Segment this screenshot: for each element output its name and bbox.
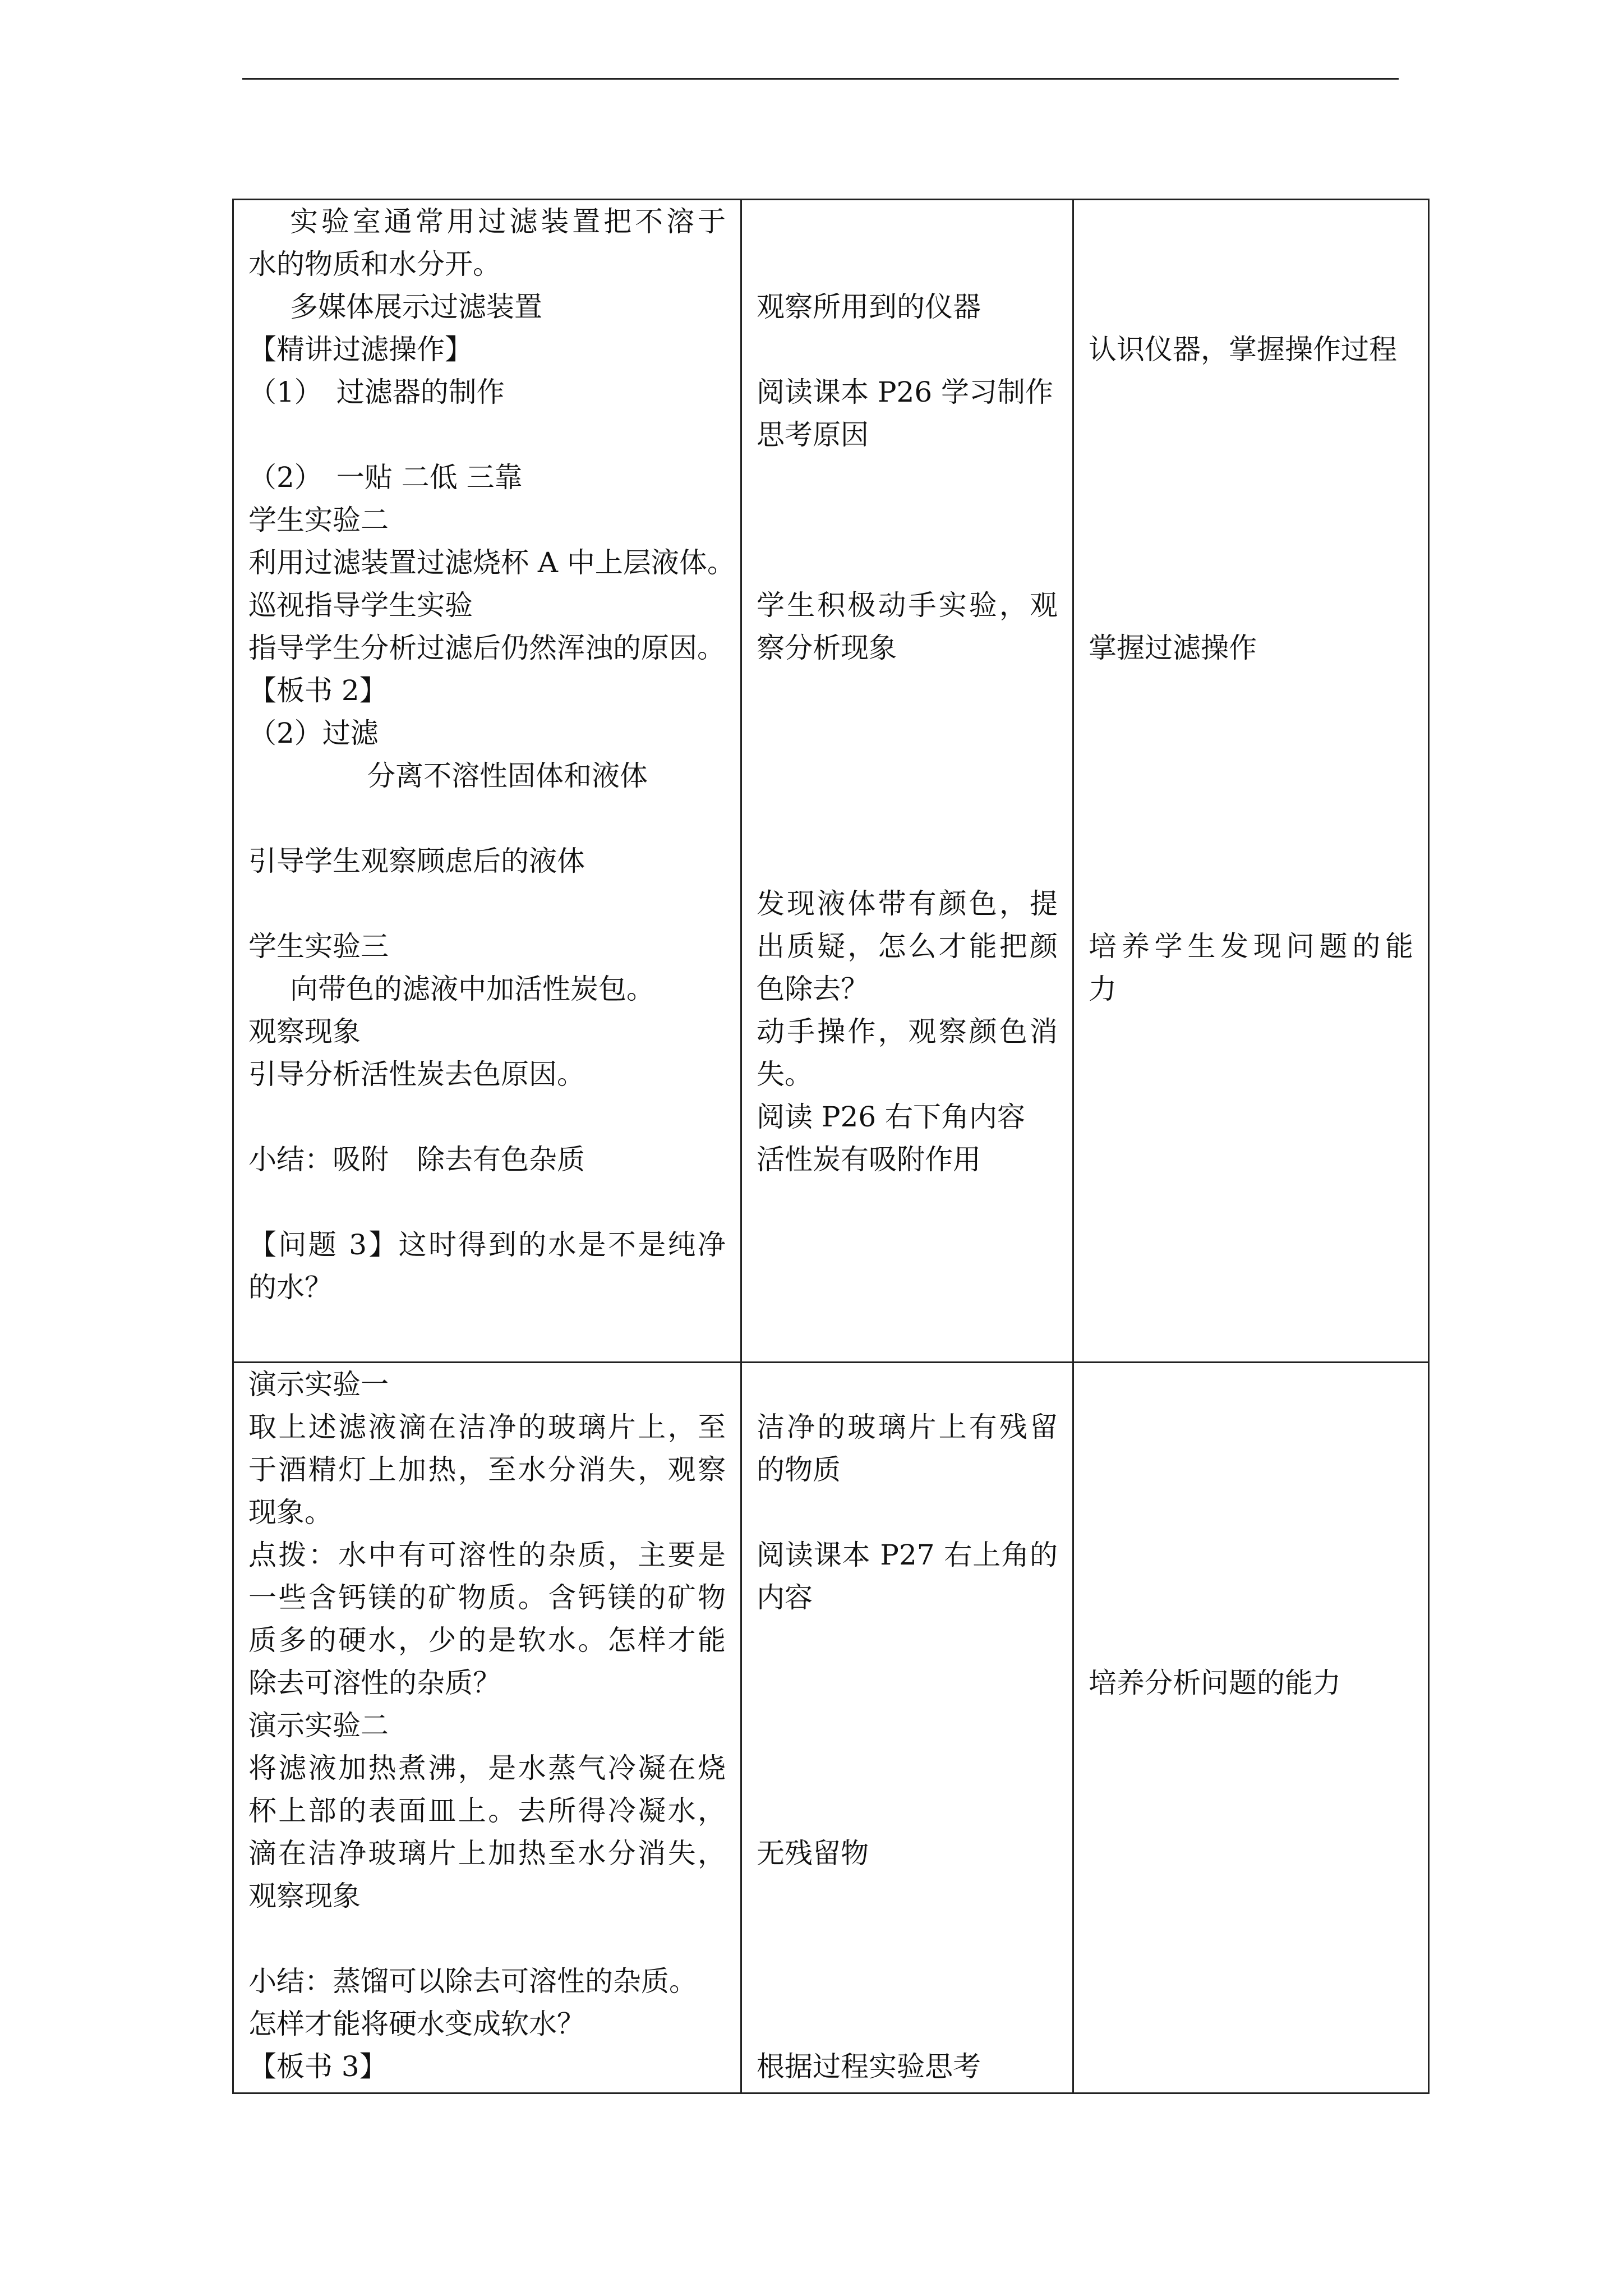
lesson-plan-table xyxy=(232,199,1430,2094)
blank-line xyxy=(757,1917,1058,1960)
blank-line xyxy=(757,754,1058,797)
blank-line xyxy=(757,2003,1058,2045)
blank-line xyxy=(248,1917,726,1960)
text-line: 指导学生分析过滤后仍然浑浊的原因。 xyxy=(248,632,725,664)
text-line: 培养分析问题的能力 xyxy=(1089,1667,1341,1699)
blank-line xyxy=(757,1747,1058,1789)
text-line: 【问题 3】这时得到的水是不是纯净 xyxy=(248,1228,726,1261)
text-line: 质多的硬水，少的是软水。怎样才能 xyxy=(248,1624,726,1657)
blank-line xyxy=(1089,840,1413,882)
blank-line xyxy=(1089,243,1413,286)
blank-line xyxy=(1089,1491,1413,1534)
text-line: （2）过滤 xyxy=(248,717,379,749)
text-line: 学生实验三 xyxy=(248,930,389,963)
blank-line xyxy=(757,1789,1058,1832)
text-line: 认识仪器，掌握操作过程 xyxy=(1089,333,1397,366)
blank-line xyxy=(1089,1619,1413,1662)
blank-line xyxy=(1089,1448,1413,1491)
text-line: 小结：蒸馏可以除去可溶性的杂质。 xyxy=(248,1965,697,1998)
text-line: 根据过程实验思考 xyxy=(757,2050,981,2083)
text-line: 无残留物 xyxy=(757,1837,869,1870)
text-line: 力 xyxy=(1089,973,1117,1005)
blank-line xyxy=(1089,797,1413,840)
text-line: 学生实验二 xyxy=(248,504,389,536)
text-line: 学生积极动手实验，观 xyxy=(757,589,1058,622)
text-line: 多媒体展示过滤装置 xyxy=(290,291,542,323)
text-line: 除去可溶性的杂质？ xyxy=(248,1667,501,1699)
blank-line xyxy=(757,1662,1058,1704)
blank-line xyxy=(757,1363,1058,1406)
blank-line xyxy=(1089,541,1413,584)
student-activity-cell xyxy=(741,1363,1073,2093)
header-rule xyxy=(242,78,1399,80)
text-line: 杯上部的表面皿上。去所得冷凝水， xyxy=(248,1795,726,1827)
blank-line xyxy=(757,499,1058,541)
text-line: 小结：吸附 除去有色杂质 xyxy=(248,1143,585,1176)
blank-line xyxy=(1089,1363,1413,1406)
blank-line xyxy=(757,243,1058,286)
blank-line xyxy=(1089,1534,1413,1576)
blank-line xyxy=(1089,413,1413,456)
text-line: 失。 xyxy=(757,1058,813,1091)
text-line: 演示实验一 xyxy=(248,1368,389,1401)
text-line: 的物质 xyxy=(757,1453,841,1486)
table-row xyxy=(233,1363,1429,2093)
text-line: 察分析现象 xyxy=(757,632,897,664)
text-line: 向带色的滤液中加活性炭包。 xyxy=(290,973,654,1005)
text-line: 掌握过滤操作 xyxy=(1089,632,1257,664)
text-line: 活性炭有吸附作用 xyxy=(757,1143,981,1176)
blank-line xyxy=(1089,1406,1413,1448)
text-line: 现象。 xyxy=(248,1496,333,1529)
text-line: 引导分析活性炭去色原因。 xyxy=(248,1058,585,1091)
text-line: （2） 一贴 二低 三靠 xyxy=(248,461,523,494)
blank-line xyxy=(248,1181,726,1223)
blank-line xyxy=(757,1619,1058,1662)
blank-line xyxy=(1089,371,1413,413)
text-line: 引导学生观察顾虑后的液体 xyxy=(248,845,585,877)
student-activity-cell xyxy=(741,200,1073,1363)
blank-line xyxy=(757,1491,1058,1534)
text-line: 色除去？ xyxy=(757,973,869,1005)
text-line: 培养学生发现问题的能 xyxy=(1089,930,1413,963)
text-line: 阅读 P26 右下角内容 xyxy=(757,1101,1026,1133)
text-line: 巡视指导学生实验 xyxy=(248,589,473,622)
blank-line xyxy=(248,1096,726,1138)
text-line: 内容 xyxy=(757,1581,813,1614)
text-line: 发现液体带有颜色，提 xyxy=(757,887,1058,920)
text-line: 动手操作，观察颜色消 xyxy=(757,1015,1058,1048)
blank-line xyxy=(757,797,1058,840)
text-line: 一些含钙镁的矿物质。含钙镁的矿物 xyxy=(248,1581,726,1614)
text-line: 怎样才能将硬水变成软水？ xyxy=(248,2008,585,2040)
text-line: 点拨：水中有可溶性的杂质，主要是 xyxy=(248,1539,726,1571)
blank-line xyxy=(1089,456,1413,499)
blank-line xyxy=(248,797,726,840)
blank-line xyxy=(1089,286,1413,328)
text-line: 利用过滤装置过滤烧杯 A 中上层液体。 xyxy=(248,546,735,579)
blank-line xyxy=(757,541,1058,584)
teacher-activity-cell xyxy=(233,200,741,1363)
text-line: 观察现象 xyxy=(248,1880,361,1912)
blank-line xyxy=(757,328,1058,371)
text-line: 思考原因 xyxy=(757,418,869,451)
text-line: 出质疑，怎么才能把颜 xyxy=(757,930,1058,963)
text-line: 的水？ xyxy=(248,1271,333,1304)
text-line: 于酒精灯上加热，至水分消失，观察 xyxy=(248,1453,726,1486)
text-line: 【板书 3】 xyxy=(248,2050,388,2083)
blank-line xyxy=(757,669,1058,712)
blank-line xyxy=(1089,499,1413,541)
text-line: 滴在洁净玻璃片上加热至水分消失， xyxy=(248,1837,726,1870)
text-line: 实验室通常用过滤装置把不溶于 xyxy=(290,205,726,238)
blank-line xyxy=(757,840,1058,882)
blank-line xyxy=(1089,669,1413,712)
blank-line xyxy=(757,200,1058,243)
text-line: 分离不溶性固体和液体 xyxy=(367,760,648,792)
blank-line xyxy=(757,1875,1058,1917)
text-line: 观察所用到的仪器 xyxy=(757,291,981,323)
text-line: （1） 过滤器的制作 xyxy=(248,376,505,408)
table-row xyxy=(233,200,1429,1363)
blank-line xyxy=(1089,584,1413,627)
blank-line xyxy=(1089,754,1413,797)
text-line: 【精讲过滤操作】 xyxy=(248,333,473,366)
text-line: 阅读课本 P27 右上角的 xyxy=(757,1539,1058,1571)
text-line: 洁净的玻璃片上有残留 xyxy=(757,1411,1058,1443)
blank-line xyxy=(757,456,1058,499)
blank-line xyxy=(1089,200,1413,243)
text-line: 取上述滤液滴在洁净的玻璃片上，至 xyxy=(248,1411,726,1443)
teacher-activity-cell xyxy=(233,1363,741,2093)
blank-line xyxy=(1089,1576,1413,1619)
text-line: 观察现象 xyxy=(248,1015,361,1048)
blank-line xyxy=(757,1960,1058,2003)
text-line: 【板书 2】 xyxy=(248,674,388,707)
blank-line xyxy=(757,1704,1058,1747)
blank-line xyxy=(757,712,1058,754)
design-intent-cell xyxy=(1073,1363,1429,2093)
text-line: 演示实验二 xyxy=(248,1709,389,1742)
blank-line xyxy=(248,882,726,925)
design-intent-cell xyxy=(1073,200,1429,1363)
blank-line xyxy=(248,413,726,456)
text-line: 水的物质和水分开。 xyxy=(248,248,501,280)
text-line: 阅读课本 P26 学习制作 xyxy=(757,376,1054,408)
blank-line xyxy=(1089,712,1413,754)
blank-line xyxy=(1089,882,1413,925)
text-line: 将滤液加热煮沸，是水蒸气冷凝在烧 xyxy=(248,1752,726,1784)
